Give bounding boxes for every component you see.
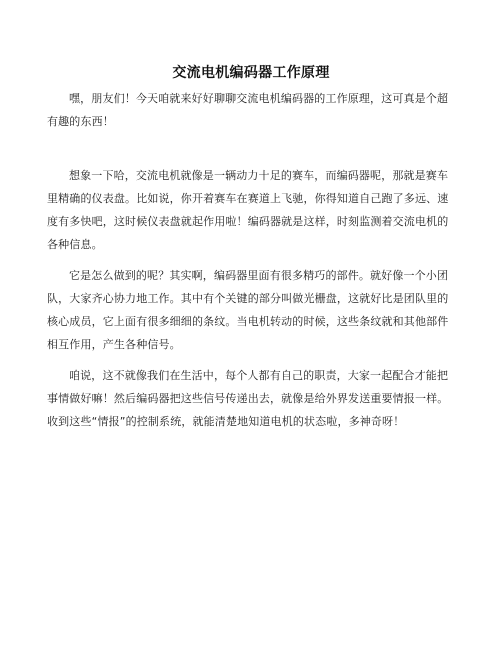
paragraph-mechanism: 它是怎么做到的呢？其实啊，编码器里面有很多精巧的部件。就好像一个小团队，大家齐心协力地工作。其中有个关键的部分叫做光栅盘，这就好比是团队里的核心成员，它上面有很多细细的条纹。当电机转动的时候，这些条纹就和其他部件相互作用，产生各种信号。: [47, 269, 449, 351]
paragraph-conclusion: 咱说，这不就像我们在生活中，每个人都有自己的职责，大家一起配合才能把事情做好嘛！然后编码器把这些信号传递出去，就像是给外界发送重要情报一样。收到这些“情报”的控制系统，就能清楚地知道电机的状态啦，多神奇呀！: [47, 369, 449, 428]
paragraph-intro: 嘿，朋友们！今天咱就来好好聊聊交流电机编码器的工作原理，这可真是个超有趣的东西！: [47, 92, 449, 128]
paragraph-analogy: 想象一下哈，交流电机就像是一辆动力十足的赛车，而编码器呢，那就是赛车里精确的仪表盘。比如说，你开着赛车在赛道上飞驰，你得知道自己跑了多远、速度有多快吧，这时候仪表盘就起作用啦！编码器就是这样，时刻监测着交流电机的各种信息。: [47, 169, 449, 251]
document-title: 交流电机编码器工作原理: [172, 65, 330, 81]
